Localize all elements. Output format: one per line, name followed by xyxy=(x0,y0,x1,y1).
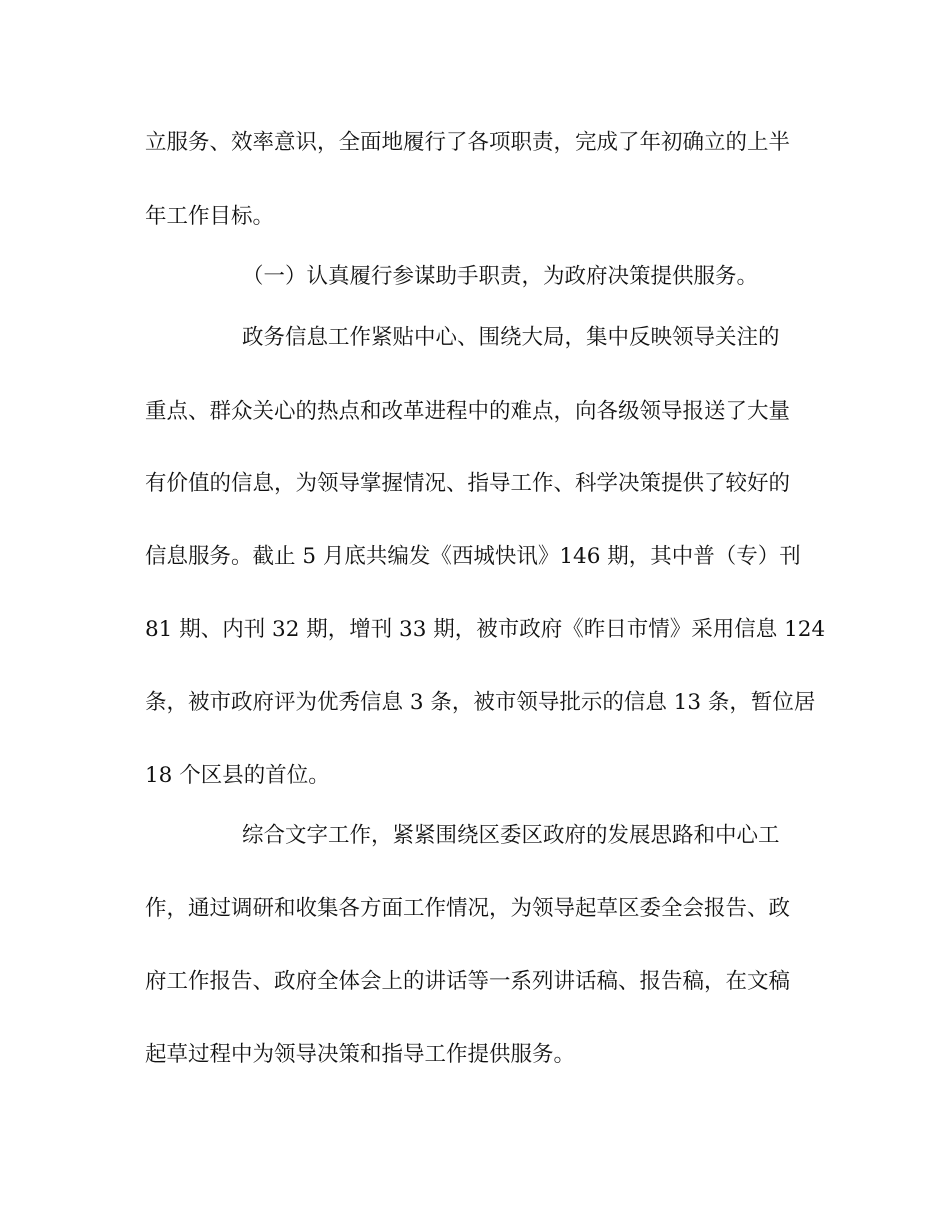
paragraph-line: 条，被市政府评为优秀信息 3 条，被市领导批示的信息 13 条，暂位居 xyxy=(145,690,816,715)
paragraph-line: 81 期、内刊 32 期，增刊 33 期，被市政府《昨日市情》采用信息 124 xyxy=(145,617,826,642)
paragraph-line: 18 个区县的首位。 xyxy=(145,763,330,788)
section-heading: （一）认真履行参谋助手职责，为政府决策提供服务。 xyxy=(242,264,759,289)
paragraph-line: 作，通过调研和收集各方面工作情况，为领导起草区委全会报告、政 xyxy=(145,896,791,921)
paragraph-line: 重点、群众关心的热点和改革进程中的难点，向各级领导报送了大量 xyxy=(145,399,791,424)
paragraph-line: 立服务、效率意识，全面地履行了各项职责，完成了年初确立的上半 xyxy=(145,130,791,155)
paragraph-line: 信息服务。截止 5 月底共编发《西城快讯》146 期，其中普（专）刊 xyxy=(145,544,801,569)
paragraph-line: 府工作报告、政府全体会上的讲话等一系列讲话稿、报告稿，在文稿 xyxy=(145,969,791,994)
paragraph-line: 起草过程中为领导决策和指导工作提供服务。 xyxy=(145,1042,576,1067)
paragraph-line: 政务信息工作紧贴中心、围绕大局，集中反映领导关注的 xyxy=(242,325,780,350)
paragraph-line: 综合文字工作，紧紧围绕区委区政府的发展思路和中心工 xyxy=(242,823,780,848)
paragraph-line: 有价值的信息，为领导掌握情况、指导工作、科学决策提供了较好的 xyxy=(145,471,791,496)
paragraph-line: 年工作目标。 xyxy=(145,204,275,229)
